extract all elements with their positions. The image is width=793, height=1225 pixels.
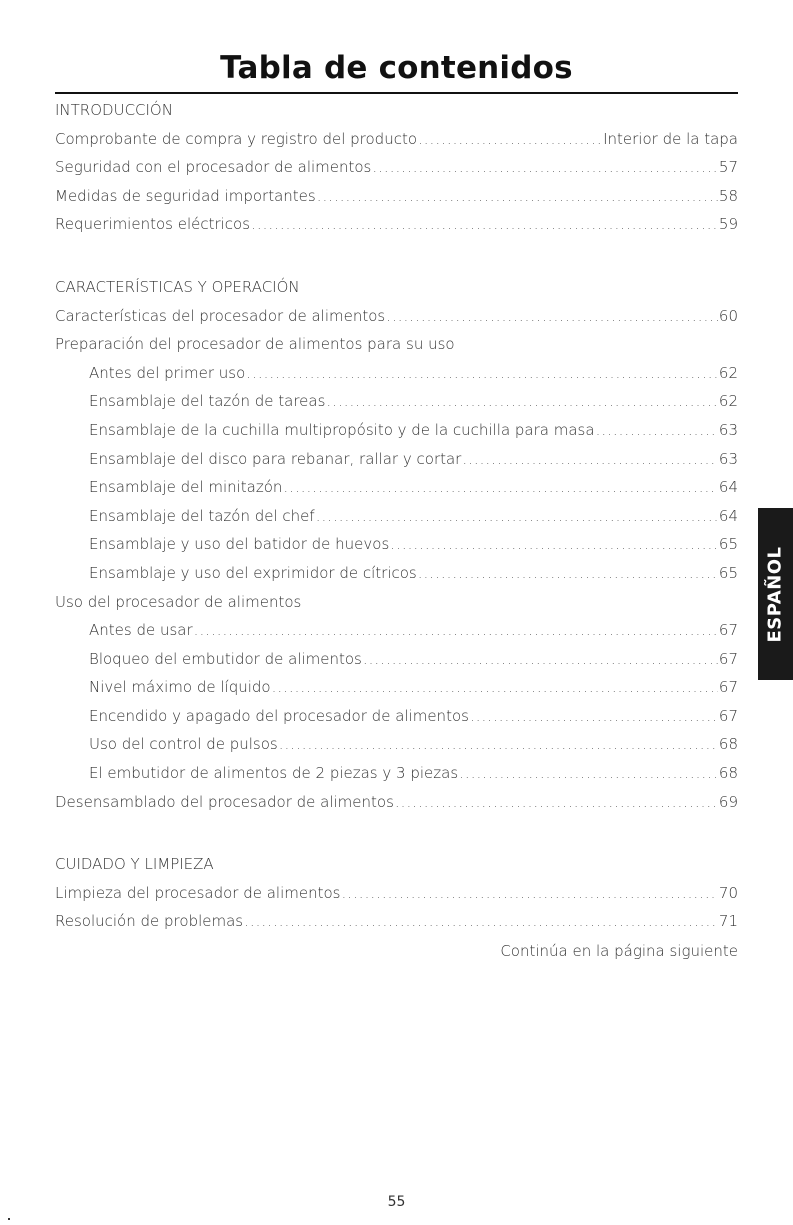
dot-leader (279, 730, 718, 759)
toc-entry-label: Desensamblado del procesador de alimentos (55, 792, 394, 811)
toc-entry-page: 58 (718, 186, 738, 205)
toc-entry-page: 64 (718, 506, 738, 525)
toc-entry-label: El embutidor de alimentos de 2 piezas y 3 piezas (89, 764, 459, 783)
toc-entry-label: Resolución de problemas (55, 912, 244, 931)
toc-entry-label: Ensamblaje del tazón del chef (89, 506, 315, 525)
toc-entry-label: Ensamblaje de la cuchilla multipropósito y de la cuchilla para masa (89, 420, 595, 439)
toc-entry-label: Comprobante de compra y registro del producto (55, 129, 418, 148)
toc-section (55, 273, 738, 816)
toc-entry-page: 60 (718, 306, 738, 325)
toc-entry-page: 65 (718, 563, 738, 582)
toc-entry (55, 416, 738, 445)
section-heading: INTRODUCCIÓN (55, 101, 173, 119)
toc-entry-page: Interior de la tapa (603, 129, 738, 148)
toc-entry-label: Encendido y apagado del procesador de alimentos (89, 706, 469, 725)
dot-leader (386, 302, 718, 331)
dot-leader (317, 182, 718, 211)
dot-leader (462, 445, 718, 474)
toc-entry-page: 71 (718, 912, 738, 931)
toc-entry (55, 502, 738, 531)
toc-entry-label: Ensamblaje del tazón de tareas (89, 392, 326, 411)
toc-entry-label: Limpieza del procesador de alimentos (55, 883, 341, 902)
dot-leader (363, 645, 718, 674)
toc-entry-page: 67 (718, 649, 738, 668)
toc-subheading (55, 330, 738, 359)
toc-entry-label: Ensamblaje y uso del exprimidor de cítricos (89, 563, 417, 582)
toc-entry (55, 182, 738, 211)
toc-entry-page: 67 (718, 706, 738, 725)
toc-entry-label: Requerimientos eléctricos (55, 215, 251, 234)
toc-entry-label: Ensamblaje del minitazón (89, 478, 283, 497)
dot-leader (246, 359, 718, 388)
toc-entry (55, 387, 738, 416)
toc-entry-label: Características del procesador de alimentos (55, 306, 386, 325)
dot-leader (596, 416, 718, 445)
toc-entry-page: 70 (718, 883, 738, 902)
toc-entry (55, 359, 738, 388)
toc-entry-page: 68 (718, 764, 738, 783)
toc-section (55, 850, 738, 936)
toc-entry-page: 67 (718, 678, 738, 697)
table-of-contents (55, 96, 738, 936)
toc-entry (55, 879, 738, 908)
toc-entry-label: Uso del procesador de alimentos (55, 592, 302, 611)
toc-entry-page: 62 (718, 392, 738, 411)
toc-entry-label: Seguridad con el procesador de alimentos (55, 158, 372, 177)
toc-section (55, 96, 738, 239)
dot-leader (390, 530, 718, 559)
page-title: Tabla de contenidos (220, 50, 573, 86)
language-side-tab (758, 508, 793, 680)
dot-leader (459, 759, 718, 788)
title-rule (55, 92, 738, 94)
toc-entry-label: Bloqueo del embutidor de alimentos (89, 649, 362, 668)
toc-entry-label: Antes de usar (89, 621, 193, 640)
side-tab-label: ESPAÑOL (765, 545, 787, 643)
toc-entry-page: 57 (718, 158, 738, 177)
toc-entry-label: Antes del primer uso (89, 363, 246, 382)
dot-leader (342, 879, 718, 908)
dot-leader (251, 210, 718, 239)
dot-leader (272, 673, 718, 702)
toc-entry (55, 788, 738, 817)
toc-entry (55, 445, 738, 474)
dot-leader (283, 473, 717, 502)
toc-entry (55, 559, 738, 588)
toc-entry-page: 64 (718, 478, 738, 497)
toc-entry-label: Medidas de seguridad importantes (55, 186, 316, 205)
dot-leader (418, 125, 602, 154)
section-heading: CUIDADO Y LIMPIEZA (55, 855, 214, 874)
dot-leader (470, 702, 718, 731)
toc-entry (55, 125, 738, 154)
section-heading: CARACTERÍSTICAS Y OPERACIÓN (55, 277, 300, 296)
toc-entry (55, 153, 738, 182)
toc-entry (55, 907, 738, 936)
dot-leader (418, 559, 718, 588)
dot-leader (316, 502, 718, 531)
toc-entry (55, 302, 738, 331)
toc-entry (55, 673, 738, 702)
page-number: 55 (387, 1194, 406, 1210)
toc-entry-page: 59 (718, 215, 738, 234)
corner-mark (8, 1218, 10, 1220)
dot-leader (395, 788, 718, 817)
toc-subheading (55, 588, 738, 617)
toc-entry (55, 473, 738, 502)
toc-entry-page: 63 (718, 449, 738, 468)
dot-leader (372, 153, 718, 182)
toc-entry-label: Ensamblaje y uso del batidor de huevos (89, 535, 390, 554)
toc-entry-label: Nivel máximo de líquido (89, 678, 271, 697)
continue-note: Continúa en la página siguiente (500, 942, 738, 960)
dot-leader (326, 387, 718, 416)
toc-entry-page: 65 (718, 535, 738, 554)
toc-entry-label: Uso del control de pulsos (89, 735, 278, 754)
toc-entry (55, 616, 738, 645)
toc-entry-page: 62 (718, 363, 738, 382)
toc-entry-page: 68 (718, 735, 738, 754)
toc-entry-label: Preparación del procesador de alimentos para su uso (55, 335, 455, 354)
toc-entry-page: 63 (718, 420, 738, 439)
toc-entry (55, 645, 738, 674)
toc-entry (55, 210, 738, 239)
dot-leader (194, 616, 718, 645)
dot-leader (244, 907, 718, 936)
toc-entry (55, 730, 738, 759)
toc-entry (55, 759, 738, 788)
toc-entry-label: Ensamblaje del disco para rebanar, rallar y cortar (89, 449, 462, 468)
toc-entry-page: 69 (718, 792, 738, 811)
toc-entry (55, 530, 738, 559)
toc-entry-page: 67 (718, 621, 738, 640)
toc-entry (55, 702, 738, 731)
